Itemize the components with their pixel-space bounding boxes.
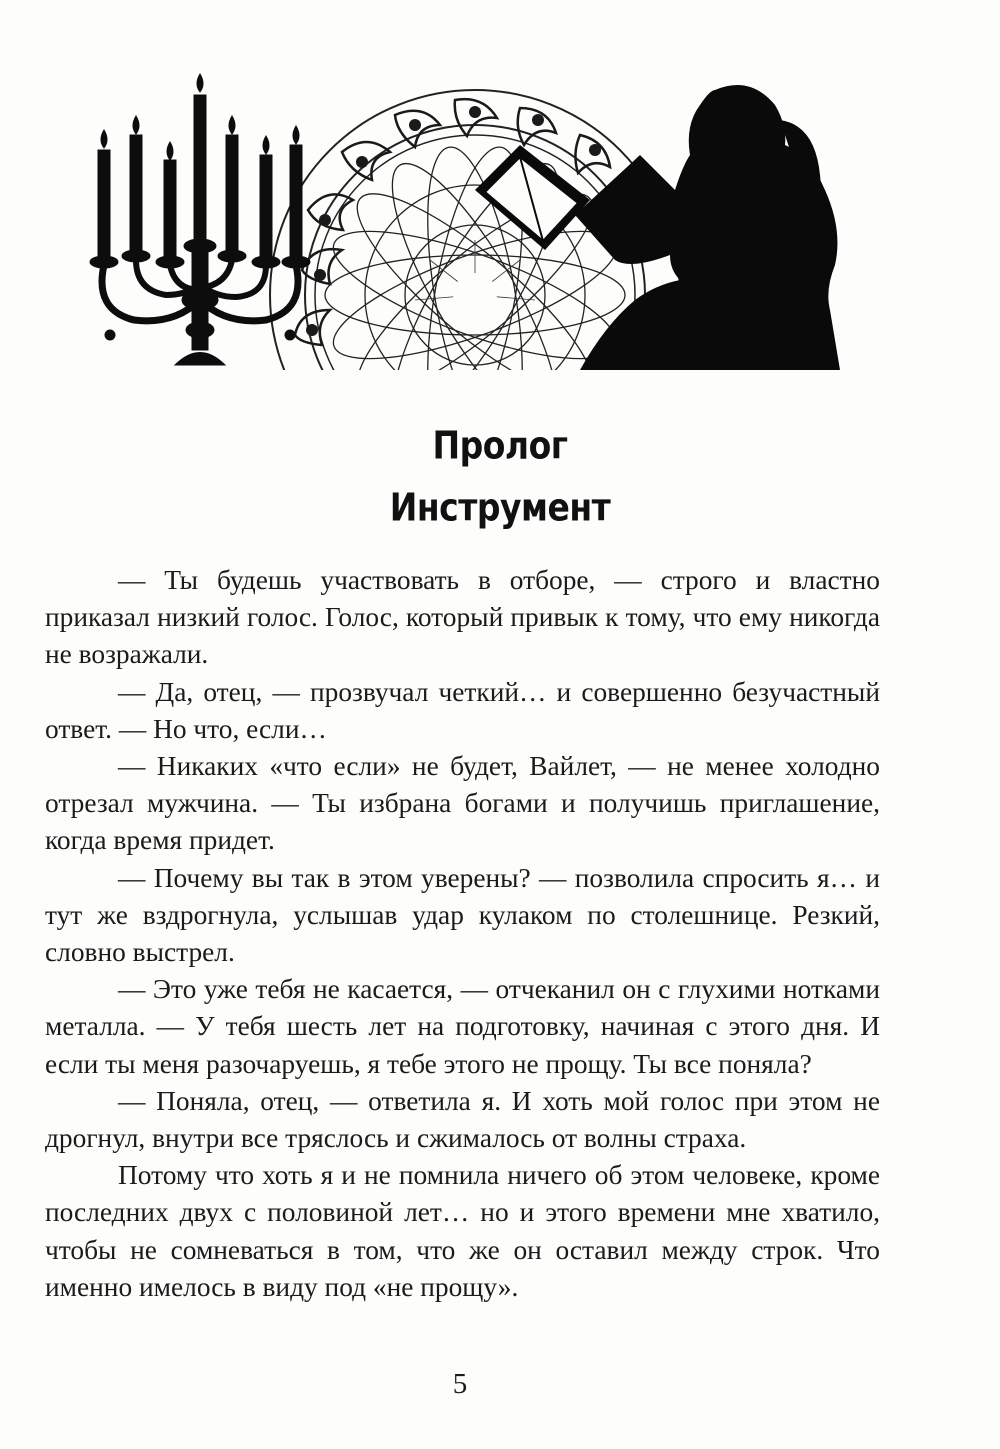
page-number: 5 <box>452 1368 468 1400</box>
paragraph: — Почему вы так в этом уверены? — позволила спросить я… и тут же вздрогнула, услышав удар кулаком по столешнице. Резкий, словно выстрел. <box>45 862 880 968</box>
paragraph: — Ты будешь участвовать в отборе, — строго и властно приказал низкий голос. Голос, который привык к тому, что ему никогда не возражали. <box>45 565 880 670</box>
candelabra-icon <box>90 74 310 365</box>
paragraph: — Поняла, отец, — ответила я. И хоть мой голос при этом не дрогнул, внутри все тряслось и сжималось от волны страха. <box>45 1085 880 1154</box>
paragraph: — Да, отец, — прозвучал четкий… и совершенно безучастный ответ. — Но что, если… <box>45 676 880 744</box>
chapter-title: Инструмент <box>389 485 611 530</box>
prologue-title: Пролог <box>432 423 568 468</box>
paragraph: — Никаких «что если» не будет, Вайлет, — не менее холодно отрезал мужчина. — Ты избрана богами и получишь приглашение, когда время придет. <box>45 751 880 856</box>
body-text <box>45 562 880 1306</box>
paragraph: Потому что хоть я и не помнила ничего об этом человеке, кроме последних двух с половиной лет… но и этого времени мне хватило, чтобы не сомневаться в том, что же он оставил между строк. Что именно имелось в виду под «не прощу». <box>45 1160 880 1302</box>
paragraph: — Это уже тебя не касается, — отчеканил он с глухими нотками металла. — У тебя шесть лет на подготовку, начиная с этого дня. И если ты меня разочаруешь, я тебе этого не прощу. Ты все поняла? <box>45 974 880 1079</box>
header-illustration <box>80 60 840 370</box>
